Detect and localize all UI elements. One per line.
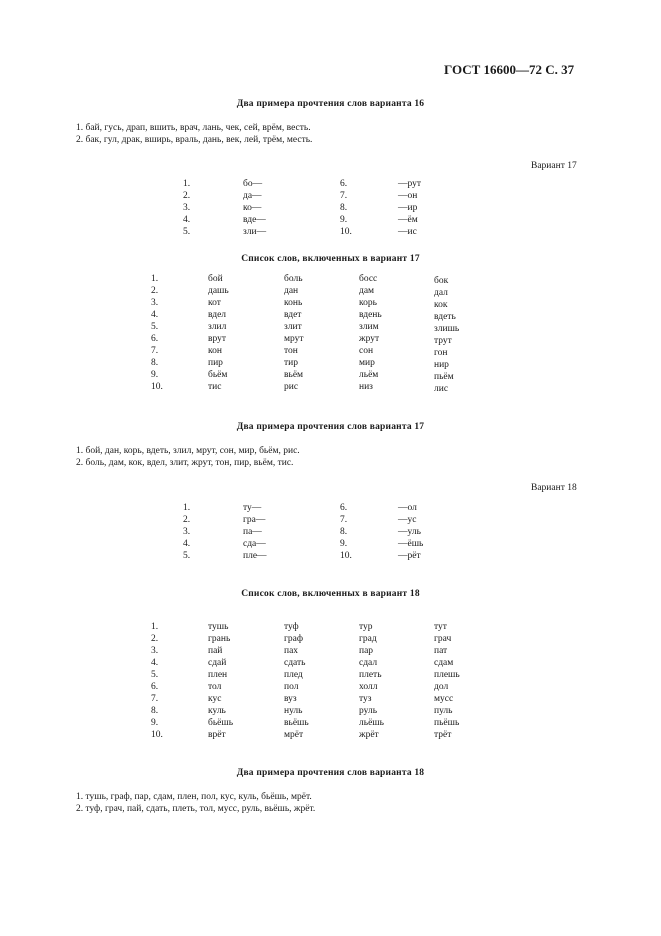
- word-cell: вьём: [284, 370, 304, 380]
- word-cell: сдал: [359, 658, 378, 668]
- word-cell: врёт: [208, 730, 226, 740]
- row-number: 7.: [151, 694, 159, 704]
- row-number: 4.: [151, 658, 159, 668]
- word-cell: пол: [284, 682, 299, 692]
- word-cell: сон: [359, 346, 374, 356]
- word-cell: злим: [359, 322, 379, 332]
- word-fragment: —ис: [398, 227, 417, 237]
- word-cell: пуль: [434, 706, 453, 716]
- item-number: 5.: [183, 227, 191, 237]
- word-fragment: ко—: [243, 203, 262, 213]
- item-number: 1.: [183, 179, 191, 189]
- row-number: 3.: [151, 646, 159, 656]
- section-heading-examples-16: Два примера прочтения слов варианта 16: [236, 99, 425, 109]
- word-cell: врут: [208, 334, 227, 344]
- example-line: 1. бай, гусь, драп, вшить, врач, лань, чек, сей, врём, весть.: [76, 123, 311, 133]
- word-fragment: —ол: [398, 503, 417, 513]
- word-cell: мусс: [434, 694, 454, 704]
- word-cell: нир: [434, 360, 449, 370]
- item-number: 4.: [183, 539, 191, 549]
- row-number: 1.: [151, 274, 159, 284]
- word-fragment: —ир: [398, 203, 418, 213]
- row-number: 9.: [151, 718, 159, 728]
- word-cell: руль: [359, 706, 378, 716]
- word-cell: дол: [434, 682, 449, 692]
- word-cell: лис: [434, 384, 449, 394]
- word-cell: тир: [284, 358, 298, 368]
- word-cell: дашь: [208, 286, 229, 296]
- word-fragment: —рёт: [398, 551, 421, 561]
- word-cell: рис: [284, 382, 299, 392]
- section-heading-examples-17: Два примера прочтения слов варианта 17: [236, 422, 425, 432]
- word-cell: жрёт: [359, 730, 379, 740]
- item-number: 4.: [183, 215, 191, 225]
- word-cell: мрёт: [284, 730, 304, 740]
- word-cell: пар: [359, 646, 374, 656]
- word-cell: дал: [434, 288, 448, 298]
- word-cell: трут: [434, 336, 452, 346]
- word-cell: грань: [208, 634, 231, 644]
- row-number: 2.: [151, 286, 159, 296]
- word-cell: вдень: [359, 310, 382, 320]
- word-cell: пьём: [434, 372, 454, 382]
- word-fragment: па—: [243, 527, 262, 537]
- word-cell: туз: [359, 694, 372, 704]
- item-number: 6.: [340, 179, 348, 189]
- word-fragment: ту—: [243, 503, 262, 513]
- row-number: 2.: [151, 634, 159, 644]
- word-cell: вдеть: [434, 312, 456, 322]
- row-number: 9.: [151, 370, 159, 380]
- word-cell: тут: [434, 622, 447, 632]
- word-cell: кот: [208, 298, 221, 308]
- row-number: 6.: [151, 682, 159, 692]
- word-cell: пир: [208, 358, 223, 368]
- word-cell: жрут: [359, 334, 380, 344]
- item-number: 2.: [183, 191, 191, 201]
- word-cell: вдет: [284, 310, 302, 320]
- item-number: 6.: [340, 503, 348, 513]
- word-cell: кон: [208, 346, 222, 356]
- word-cell: плед: [284, 670, 303, 680]
- row-number: 10.: [151, 730, 163, 740]
- row-number: 8.: [151, 706, 159, 716]
- word-cell: низ: [359, 382, 373, 392]
- item-number: 9.: [340, 539, 348, 549]
- item-number: 9.: [340, 215, 348, 225]
- word-cell: куль: [208, 706, 226, 716]
- item-number: 10.: [340, 227, 352, 237]
- item-number: 2.: [183, 515, 191, 525]
- word-cell: пай: [208, 646, 223, 656]
- section-heading-list-17: Список слов, включенных в вариант 17: [241, 254, 420, 264]
- word-cell: пах: [284, 646, 299, 656]
- example-line: 2. бак, гул, драк, вширь, враль, дань, век, лей, трём, месть.: [76, 135, 313, 145]
- example-line: 1. бой, дан, корь, вдеть, злил, мрут, сон, мир, бьём, рис.: [76, 446, 300, 456]
- word-cell: злил: [208, 322, 227, 332]
- word-cell: плен: [208, 670, 228, 680]
- word-cell: туф: [284, 622, 299, 632]
- word-cell: пат: [434, 646, 448, 656]
- row-number: 10.: [151, 382, 163, 392]
- word-cell: конь: [284, 298, 303, 308]
- row-number: 1.: [151, 622, 159, 632]
- word-cell: злишь: [434, 324, 460, 334]
- row-number: 5.: [151, 670, 159, 680]
- word-cell: трёт: [434, 730, 452, 740]
- word-cell: кок: [434, 300, 448, 310]
- word-cell: боль: [284, 274, 303, 284]
- item-number: 7.: [340, 191, 348, 201]
- word-fragment: —уль: [398, 527, 421, 537]
- row-number: 4.: [151, 310, 159, 320]
- item-number: 8.: [340, 527, 348, 537]
- word-cell: тис: [208, 382, 222, 392]
- item-number: 7.: [340, 515, 348, 525]
- word-cell: сдать: [284, 658, 306, 668]
- word-fragment: вде—: [243, 215, 266, 225]
- item-number: 10.: [340, 551, 352, 561]
- word-fragment: —ём: [398, 215, 418, 225]
- example-line: 2. туф, грач, пай, сдать, плеть, тол, мусс, руль, вьёшь, жрёт.: [76, 804, 316, 814]
- row-number: 7.: [151, 346, 159, 356]
- row-number: 5.: [151, 322, 159, 332]
- word-fragment: —ус: [398, 515, 417, 525]
- item-number: 8.: [340, 203, 348, 213]
- word-cell: бой: [208, 274, 223, 284]
- section-heading-list-18: Список слов, включенных в вариант 18: [241, 589, 420, 599]
- item-number: 5.: [183, 551, 191, 561]
- word-cell: плешь: [434, 670, 460, 680]
- page-header: ГОСТ 16600—72 С. 37: [444, 62, 575, 77]
- word-cell: тон: [284, 346, 298, 356]
- word-cell: гон: [434, 348, 448, 358]
- row-number: 8.: [151, 358, 159, 368]
- word-cell: мрут: [284, 334, 304, 344]
- word-cell: вьёшь: [284, 718, 309, 728]
- word-cell: корь: [359, 298, 377, 308]
- word-cell: бьём: [208, 370, 228, 380]
- word-fragment: —он: [398, 191, 418, 201]
- word-cell: дам: [359, 286, 375, 296]
- word-cell: кус: [208, 694, 222, 704]
- word-cell: бок: [434, 276, 449, 286]
- word-cell: дан: [284, 286, 299, 296]
- word-cell: сдай: [208, 658, 227, 668]
- row-number: 3.: [151, 298, 159, 308]
- word-cell: мир: [359, 358, 375, 368]
- word-cell: холл: [359, 682, 378, 692]
- row-number: 6.: [151, 334, 159, 344]
- word-cell: град: [359, 634, 377, 644]
- word-fragment: гра—: [243, 515, 266, 525]
- example-line: 1. тушь, граф, пар, сдам, плен, пол, кус, куль, бьёшь, мрёт.: [76, 792, 312, 802]
- word-cell: босс: [359, 274, 378, 284]
- word-fragment: сда—: [243, 539, 266, 549]
- word-cell: сдам: [434, 658, 454, 668]
- word-cell: вуз: [284, 694, 297, 704]
- word-cell: вдел: [208, 310, 227, 320]
- item-number: 3.: [183, 527, 191, 537]
- word-cell: бьёшь: [208, 718, 234, 728]
- word-cell: тур: [359, 622, 373, 632]
- word-cell: тушь: [208, 622, 229, 632]
- word-cell: льёшь: [359, 718, 384, 728]
- word-fragment: пле—: [243, 551, 267, 561]
- variant-label-18: Вариант 18: [531, 483, 577, 493]
- word-cell: нуль: [284, 706, 303, 716]
- section-heading-examples-18: Два примера прочтения слов варианта 18: [236, 768, 425, 778]
- word-cell: тол: [208, 682, 222, 692]
- example-line: 2. боль, дам, кок, вдел, злит, жрут, тон, пир, вьём, тис.: [76, 458, 294, 468]
- word-cell: граф: [284, 634, 304, 644]
- word-fragment: да—: [243, 191, 262, 201]
- word-cell: пьёшь: [434, 718, 460, 728]
- word-cell: льём: [359, 370, 379, 380]
- word-fragment: —рут: [398, 179, 422, 189]
- word-fragment: —ёшь: [398, 539, 424, 549]
- item-number: 3.: [183, 203, 191, 213]
- word-cell: грач: [434, 634, 452, 644]
- item-number: 1.: [183, 503, 191, 513]
- word-fragment: бо—: [243, 179, 263, 189]
- word-cell: плеть: [359, 670, 382, 680]
- word-fragment: зли—: [243, 227, 267, 237]
- variant-label-17: Вариант 17: [531, 161, 577, 171]
- word-cell: злит: [284, 322, 302, 332]
